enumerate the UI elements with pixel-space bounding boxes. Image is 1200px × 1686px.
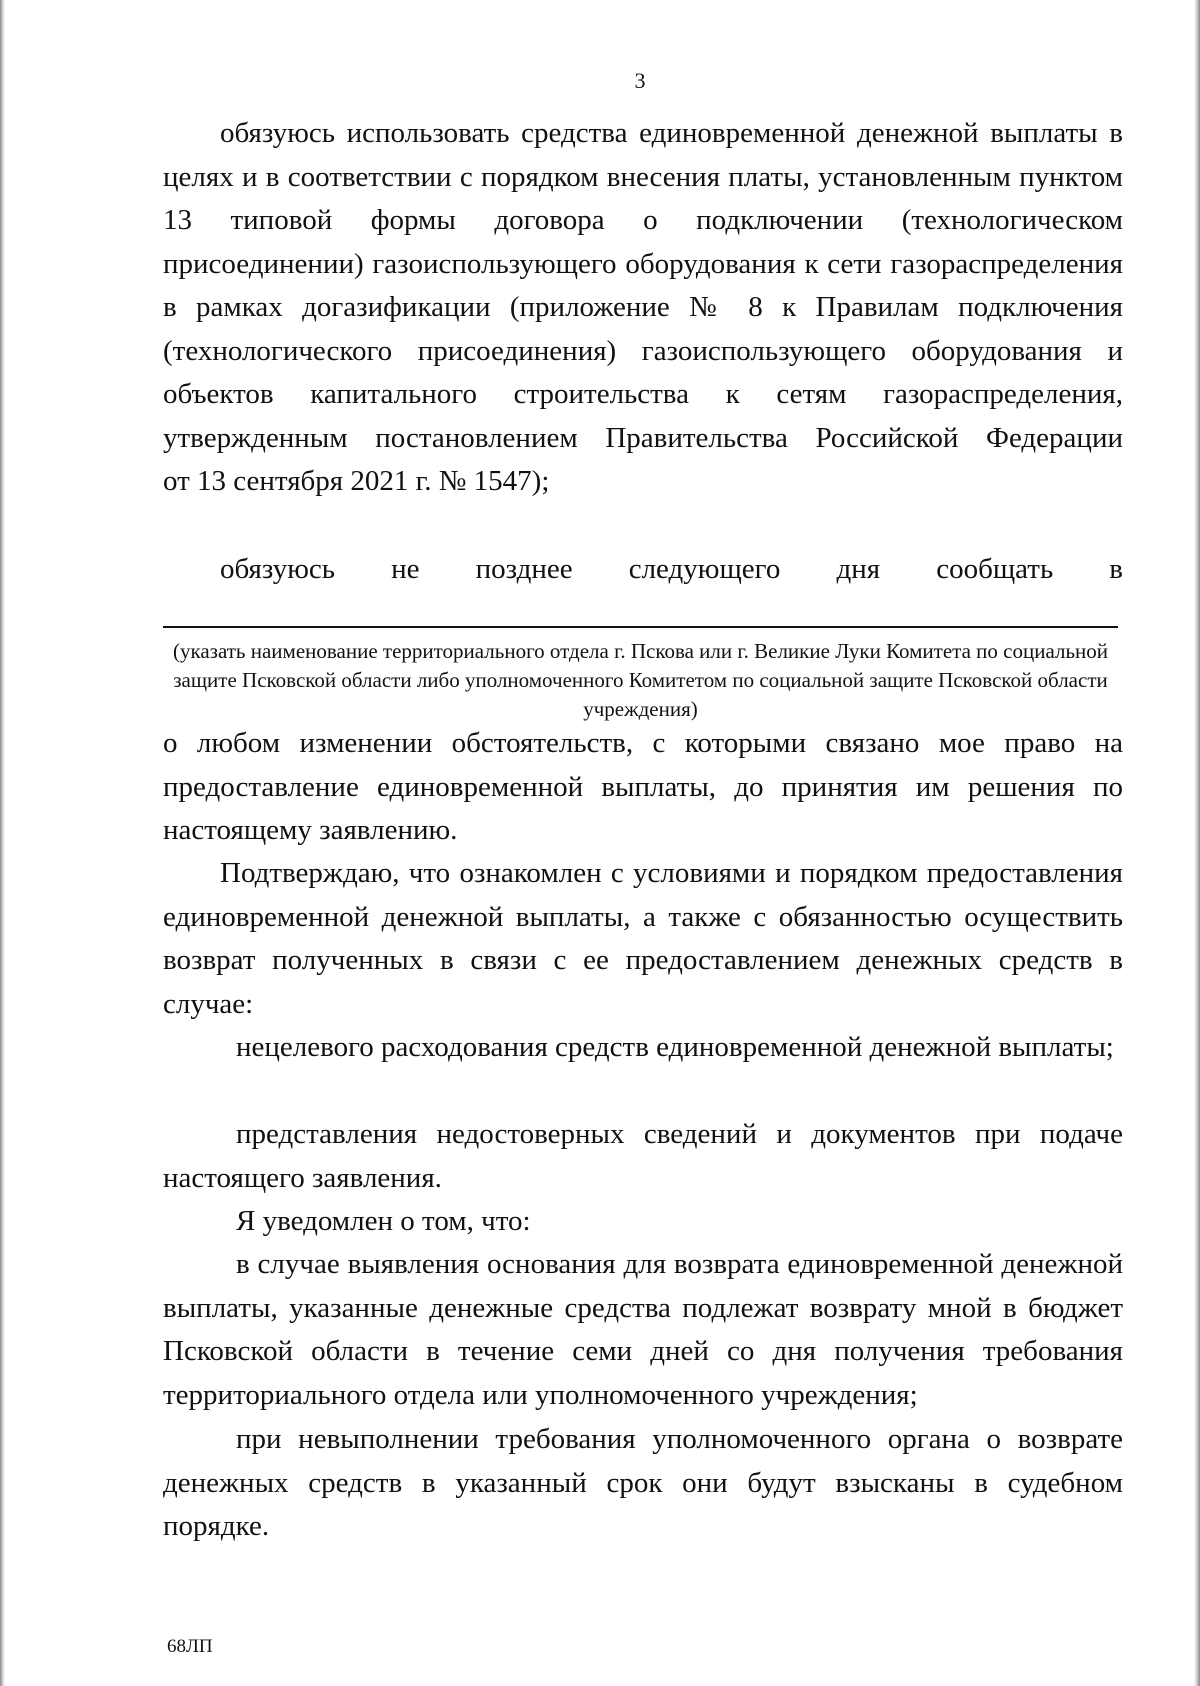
- paragraph-text: Я уведомлен о том, что:: [236, 1205, 531, 1237]
- fill-in-line: [163, 626, 1118, 628]
- scan-edge-left: [0, 0, 5, 1686]
- paragraph-notify-obligation: [163, 548, 1123, 592]
- paragraph-usage-obligation: [163, 112, 1123, 504]
- paragraph-text: о любом изменении обстоятельств, с которыми связано мое право на предоставление единовременной выплаты, до принятия им решения по настоящему заявлению.: [163, 727, 1123, 846]
- paragraph-changes: [163, 722, 1123, 853]
- paragraph-text: в случае выявления основания для возврата единовременной денежной выплаты, указанные денежные средства подлежат возврату мной в бюджет Псковской области в течение семи дней со дня получения требования территориального отдела или уполномоченного учреждения;: [163, 1248, 1123, 1411]
- paragraph-text: обязуюсь не позднее следующего дня сообщать в: [220, 553, 1123, 585]
- paragraph-text-tail: от 13 сентября 2021 г. № 1547);: [163, 465, 550, 497]
- paragraph-text: Подтверждаю, что ознакомлен с условиями и порядком предоставления единовременной денежной выплаты, а также с обязанностью осуществить возврат полученных в связи с ее предоставлением денежных средств в случае:: [163, 857, 1123, 1020]
- paragraph-court-recovery: [163, 1418, 1123, 1549]
- paragraph-case-false-info: [163, 1113, 1123, 1200]
- paragraph-case-misuse: [163, 1026, 1123, 1070]
- paragraph-text: нецелевого расходования средств единовременной денежной выплаты;: [236, 1031, 1114, 1063]
- document-code: 68ЛП: [167, 1636, 213, 1657]
- paragraph-notified: [163, 1200, 1123, 1244]
- paragraph-text: обязуюсь использовать средства единовременной денежной выплаты в целях и в соответствии с порядком внесения платы, установленным пунктом 13 типовой формы договора о подключении (технологическом присоединении) газоиспользующего оборудования к сети газораспределения в рамках догазификации (приложение № 8 к Правилам подключения (технологического присоединения) газоиспользующего оборудования и объектов капитального строительства к сетям газораспределения, утвержденным постановлением Правительства Российской Федерации: [163, 117, 1123, 454]
- paragraph-text: при невыполнении требования уполномоченного органа о возврате денежных средств в указанный срок они будут взысканы в судебном порядке.: [163, 1423, 1123, 1542]
- paragraph-refund-term: [163, 1243, 1123, 1417]
- scan-edge-right: [1194, 0, 1200, 1686]
- page-number: 3: [634, 68, 646, 93]
- paragraph-text: представления недостоверных сведений и документов при подаче настоящего заявления.: [163, 1118, 1123, 1194]
- fill-in-hint: (указать наименование территориального отдела г. Пскова или г. Великие Луки Комитета по социальной защите Псковской области либо уполномоченного Комитетом по социальной защите Псковской области учреждения): [172, 639, 1109, 721]
- paragraph-confirmation: [163, 852, 1123, 1026]
